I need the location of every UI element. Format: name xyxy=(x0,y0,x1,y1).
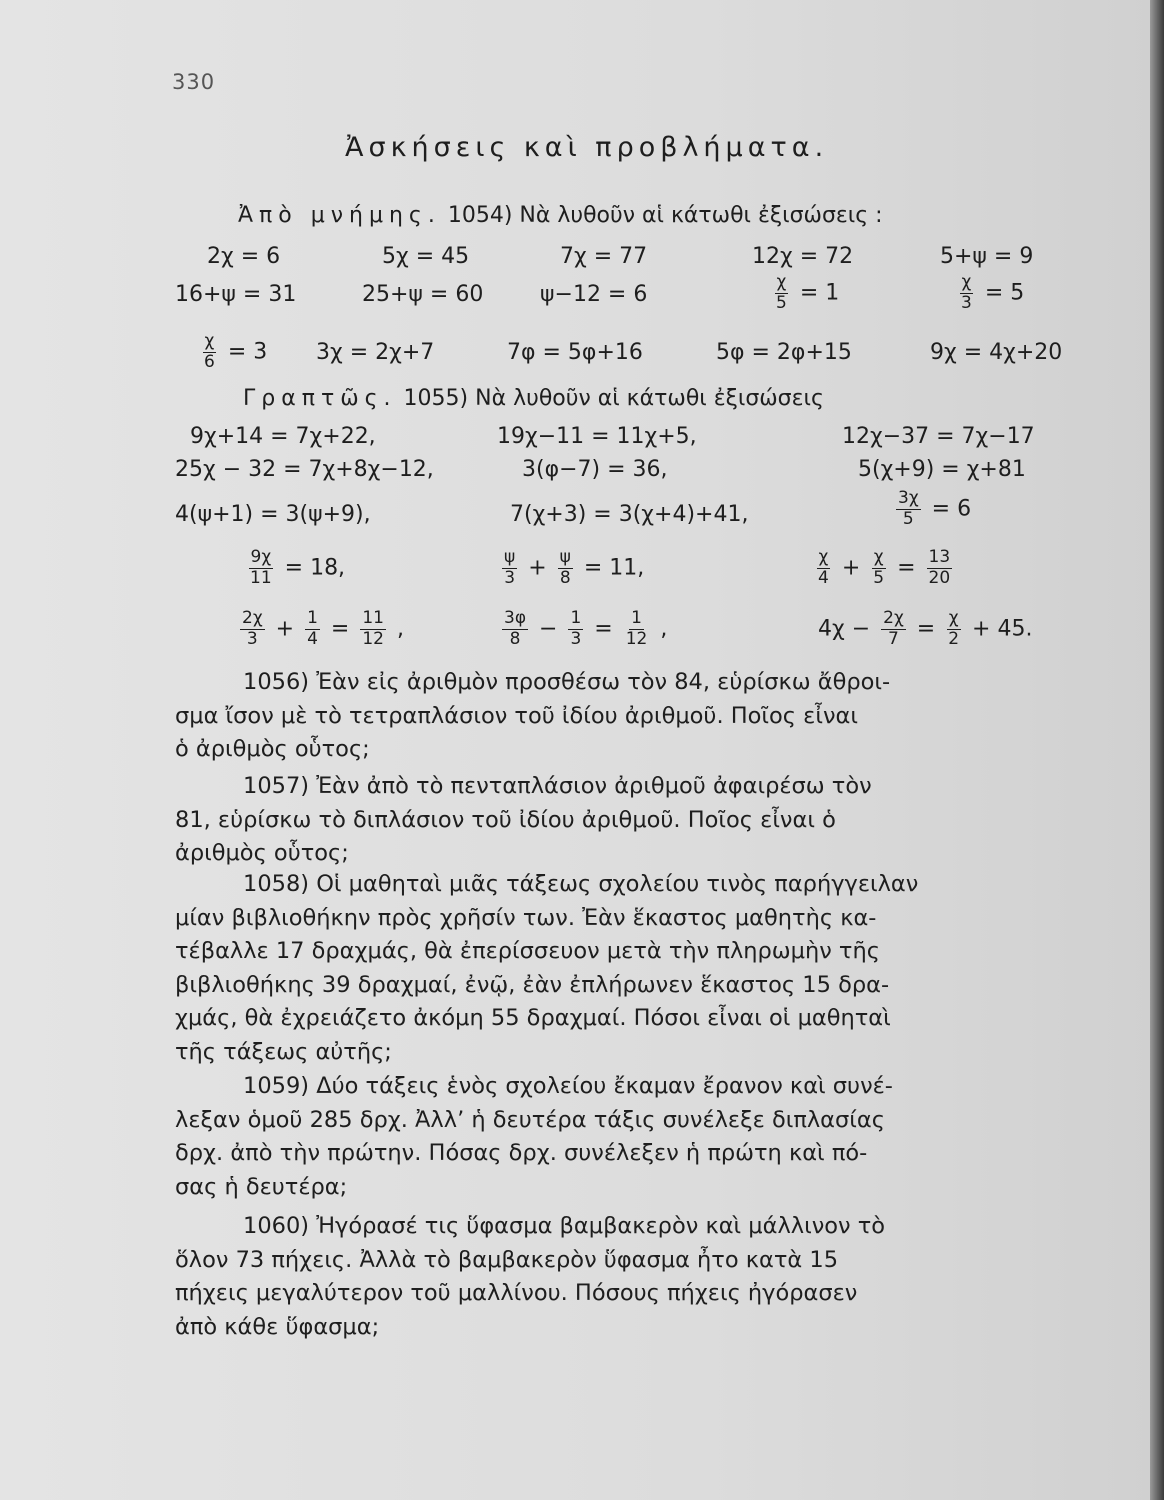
problem-line: 1059) Δύο τάξεις ἑνὸς σχολείου ἔκαμαν ἔρανον καὶ συνέ- xyxy=(243,1073,893,1099)
fraction: $\frac{3\varphi}{8}$ xyxy=(504,608,527,649)
equation: 12χ−37 = 7χ−17 xyxy=(842,424,1035,449)
problem-line: τέβαλλε 17 δραχμάς, θὰ ἐπερίσσευον μετὰ τὴν πληρωμὴν τῆς xyxy=(175,938,880,964)
fraction: $\frac{1}{12}$ xyxy=(625,608,648,649)
fraction-equation: $\frac{9\chi}{11}$ = 18, xyxy=(250,547,346,588)
oral-exercise-heading xyxy=(238,203,883,228)
oral-instruction: 1054) Νὰ λυθοῦν αἱ κάτωθι ἐξισώσεις : xyxy=(447,203,883,228)
written-label: Γραπτῶς. xyxy=(243,386,397,411)
problem-line: ἀπὸ κάθε ὕφασμα; xyxy=(175,1313,380,1340)
problem-1057 xyxy=(175,770,1100,871)
problem-line: σας ἡ δευτέρα; xyxy=(175,1173,348,1200)
problem-line: 1056) Ἐὰν εἰς ἀριθμὸν προσθέσω τὸν 84, εὑρίσκω ἄθροι- xyxy=(243,669,891,695)
equation: 5χ = 45 xyxy=(382,244,470,269)
fraction: $\frac{11}{12}$ xyxy=(362,608,384,649)
fraction: $\frac{\chi}{5}$ xyxy=(776,272,787,313)
equation: 7(χ+3) = 3(χ+4)+41, xyxy=(510,502,749,527)
fraction: $\frac{1}{4}$ xyxy=(307,608,318,649)
problem-line: ὅλον 73 πήχεις. Ἀλλὰ τὸ βαμβακερὸν ὕφασμα ἦτο κατὰ 15 xyxy=(175,1246,839,1273)
problem-1060 xyxy=(175,1210,1100,1344)
problem-line: ὁ ἀριθμὸς οὗτος; xyxy=(175,736,370,762)
problem-line: ἀριθμὸς οὗτος; xyxy=(175,840,349,866)
problem-line: δρχ. ἀπὸ τὴν πρώτην. Πόσας δρχ. συνέλεξεν ἡ πρώτη καὶ πό- xyxy=(175,1140,868,1166)
fraction: $\frac{\chi}{5}$ xyxy=(873,547,885,588)
written-instruction: 1055) Νὰ λυθοῦν αἱ κάτωθι ἐξισώσεις xyxy=(403,386,824,411)
section-title: Ἀσκήσεις καὶ προβλήματα. xyxy=(345,132,829,163)
fraction: $\frac{\chi}{3}$ xyxy=(961,272,972,313)
equation: 16+ψ = 31 xyxy=(175,282,297,307)
problem-line: μίαν βιβλιοθήκην πρὸς χρῆσίν των. Ἐὰν ἕκαστος μαθητὴς κα- xyxy=(175,904,877,931)
problem-line: 1057) Ἐὰν ἀπὸ τὸ πενταπλάσιον ἀριθμοῦ ἀφαιρέσω τὸν xyxy=(243,773,872,799)
problem-line: πήχεις μεγαλύτερον τοῦ μαλλίνου. Πόσους πήχεις ἠγόρασεν xyxy=(175,1280,858,1306)
equation: 7φ = 5φ+16 xyxy=(507,340,643,365)
book-spine-edge xyxy=(1150,0,1164,1500)
fraction-equation: $\frac{\chi}{3}$ = 5 xyxy=(961,272,1025,313)
fraction: $\frac{9\chi}{11}$ xyxy=(250,547,272,588)
problem-line: 1058) Οἱ μαθηταὶ μιᾶς τάξεως σχολείου τινὸς παρήγγειλαν xyxy=(243,871,919,897)
problem-1059 xyxy=(175,1070,1100,1204)
equation: 12χ = 72 xyxy=(752,244,854,269)
fraction: $\frac{\psi}{3}$ xyxy=(504,547,516,588)
fraction-equation: $\frac{\psi}{3}$ + $\frac{\psi}{8}$ = 11, xyxy=(504,547,645,588)
fraction: $\frac{1}{3}$ xyxy=(570,608,582,649)
fraction: $\frac{\chi}{6}$ xyxy=(204,331,215,372)
fraction-equation: $\frac{\chi}{5}$ = 1 xyxy=(776,272,840,313)
equation: 3(φ−7) = 36, xyxy=(522,457,668,482)
fraction: $\frac{\chi}{4}$ xyxy=(818,547,829,588)
fraction-equation: $\frac{\chi}{4}$ + $\frac{\chi}{5}$ = $\frac{13}{20}$ xyxy=(818,547,951,588)
page-number: 330 xyxy=(172,70,216,94)
fraction: $\frac{13}{20}$ xyxy=(928,547,951,588)
fraction: $\frac{2\chi}{3}$ xyxy=(242,608,263,649)
fraction-equation: $\frac{3\varphi}{8}$ − $\frac{1}{3}$ = $\frac{1}{12}$ , xyxy=(504,608,668,649)
equation: ψ−12 = 6 xyxy=(540,282,648,307)
equation: 5φ = 2φ+15 xyxy=(716,340,852,365)
equation: 4(ψ+1) = 3(ψ+9), xyxy=(175,502,371,527)
problem-line: χμάς, θὰ ἐχρειάζετο ἀκόμη 55 δραχμαί. Πόσοι εἶναι οἱ μαθηταὶ xyxy=(175,1005,891,1031)
problem-line: βιβλιοθήκης 39 δραχμαί, ἐνῷ, ἐὰν ἐπλήρωνεν ἕκαστος 15 δρα- xyxy=(175,971,890,998)
problem-line: σμα ἴσον μὲ τὸ τετραπλάσιον τοῦ ἰδίου ἀριθμοῦ. Ποῖος εἶναι xyxy=(175,702,858,729)
fraction: $\frac{2\chi}{7}$ xyxy=(883,608,904,649)
fraction: $\frac{\psi}{8}$ xyxy=(559,547,571,588)
problem-line: τῆς τάξεως αὐτῆς; xyxy=(175,1038,392,1065)
written-exercise-heading xyxy=(243,386,824,411)
problem-line: 1060) Ἠγόρασέ τις ὕφασμα βαμβακερὸν καὶ μάλλινον τὸ xyxy=(243,1213,886,1239)
equation: 3χ = 2χ+7 xyxy=(316,340,435,365)
problem-1058 xyxy=(175,868,1100,1069)
equation: 25χ − 32 = 7χ+8χ−12, xyxy=(175,457,434,482)
equation: 9χ = 4χ+20 xyxy=(930,340,1063,365)
oral-label: Ἀπὸ μνήμης. xyxy=(238,203,441,228)
equation: 5+ψ = 9 xyxy=(940,244,1034,269)
equation: 19χ−11 = 11χ+5, xyxy=(497,424,697,449)
fraction: $\frac{\chi}{2}$ xyxy=(948,608,960,649)
fraction-equation: $\frac{2\chi}{3}$ + $\frac{1}{4}$ = $\frac{11}{12}$ , xyxy=(242,608,404,649)
problem-line: 81, εὑρίσκω τὸ διπλάσιον τοῦ ἰδίου ἀριθμοῦ. Ποῖος εἶναι ὁ xyxy=(175,806,836,833)
fraction-equation: $\frac{\chi}{6}$ = 3 xyxy=(204,331,268,372)
problem-1056 xyxy=(175,666,1100,767)
problem-line: λεξαν ὁμοῦ 285 δρχ. Ἀλλ’ ἡ δευτέρα τάξις συνέλεξε διπλασίας xyxy=(175,1106,885,1133)
equation: 9χ+14 = 7χ+22, xyxy=(190,424,376,449)
fraction: $\frac{3\chi}{5}$ xyxy=(898,488,919,529)
equation: 2χ = 6 xyxy=(207,244,281,269)
fraction-equation: $\frac{3\chi}{5}$ = 6 xyxy=(898,488,972,529)
equation: 7χ = 77 xyxy=(560,244,648,269)
equation: 25+ψ = 60 xyxy=(362,282,484,307)
fraction-equation: 4χ − $\frac{2\chi}{7}$ = $\frac{\chi}{2}$ + 45. xyxy=(818,608,1033,649)
equation: 5(χ+9) = χ+81 xyxy=(858,457,1026,482)
